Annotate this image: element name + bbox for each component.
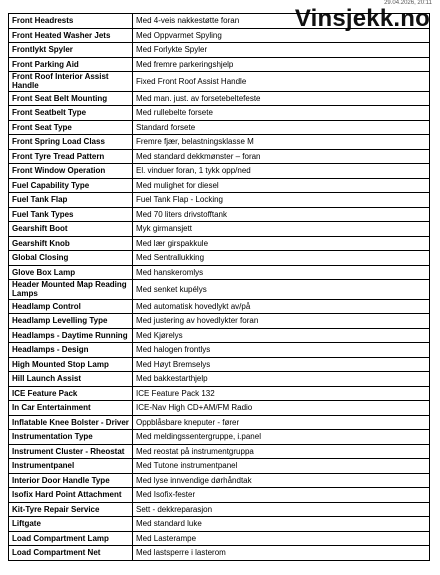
spec-name-cell: Fuel Tank Types	[9, 207, 133, 222]
spec-name-cell: Kit-Tyre Repair Service	[9, 502, 133, 517]
spec-name-cell: Instrumentpanel	[9, 459, 133, 474]
spec-name-cell: Instrument Cluster - Rheostat	[9, 444, 133, 459]
spec-value-cell: Med standard dekkmønster – foran	[133, 149, 430, 164]
spec-name-cell: Fuel Capability Type	[9, 178, 133, 193]
table-row	[9, 72, 430, 92]
spec-value-cell: Med Kjørelys	[133, 328, 430, 343]
spec-value-cell: Med 4-veis nakkestøtte foran	[133, 14, 430, 29]
table-row	[9, 28, 430, 43]
table-row	[9, 43, 430, 58]
spec-value-cell: Med halogen frontlys	[133, 343, 430, 358]
spec-value-cell: Med lyse innvendige dørhåndtak	[133, 473, 430, 488]
spec-value-cell: Fuel Tank Flap - Locking	[133, 193, 430, 208]
spec-name-cell: Gearshift Boot	[9, 222, 133, 237]
spec-name-cell: Front Window Operation	[9, 164, 133, 179]
spec-name-cell: Load Compartment Lamp	[9, 531, 133, 546]
table-row	[9, 236, 430, 251]
spec-name-cell: Headlamps - Daytime Running	[9, 328, 133, 343]
spec-value-cell: Med man. just. av forsetebeltefeste	[133, 91, 430, 106]
spec-name-cell: Isofix Hard Point Attachment	[9, 488, 133, 503]
spec-name-cell: Headlamps - Design	[9, 343, 133, 358]
spec-table-body	[9, 14, 430, 561]
spec-name-cell: Front Heated Washer Jets	[9, 28, 133, 43]
spec-name-cell: In Car Entertainment	[9, 401, 133, 416]
table-row	[9, 343, 430, 358]
table-row	[9, 193, 430, 208]
spec-value-cell: Med rullebelte forsete	[133, 106, 430, 121]
spec-name-cell: Interior Door Handle Type	[9, 473, 133, 488]
spec-name-cell: Front Roof Interior Assist Handle	[9, 72, 133, 92]
table-row	[9, 299, 430, 314]
spec-value-cell: Sett - dekkreparasjon	[133, 502, 430, 517]
spec-name-cell: Liftgate	[9, 517, 133, 532]
table-row	[9, 488, 430, 503]
table-row	[9, 14, 430, 29]
spec-name-cell: Inflatable Knee Bolster - Driver	[9, 415, 133, 430]
spec-name-cell: Front Seat Type	[9, 120, 133, 135]
spec-value-cell: Med senket kupélys	[133, 280, 430, 300]
spec-name-cell: Front Seat Belt Mounting	[9, 91, 133, 106]
spec-value-cell: Med bakkestarthjelp	[133, 372, 430, 387]
spec-value-cell: El. vinduer foran, 1 tykk opp/ned	[133, 164, 430, 179]
spec-value-cell: Med lær girspakkule	[133, 236, 430, 251]
table-row	[9, 357, 430, 372]
table-row	[9, 120, 430, 135]
table-row	[9, 401, 430, 416]
table-row	[9, 459, 430, 474]
spec-value-cell: Med automatisk hovedlykt av/på	[133, 299, 430, 314]
spec-name-cell: ICE Feature Pack	[9, 386, 133, 401]
spec-value-cell: Med lastsperre i lasterom	[133, 546, 430, 561]
table-row	[9, 502, 430, 517]
spec-name-cell: Headlamp Levelling Type	[9, 314, 133, 329]
table-row	[9, 265, 430, 280]
table-row	[9, 517, 430, 532]
table-row	[9, 314, 430, 329]
spec-name-cell: Frontlykt Spyler	[9, 43, 133, 58]
spec-name-cell: Gearshift Knob	[9, 236, 133, 251]
table-row	[9, 546, 430, 561]
spec-name-cell: Header Mounted Map Reading Lamps	[9, 280, 133, 300]
spec-value-cell: Med Lasterampe	[133, 531, 430, 546]
table-row	[9, 372, 430, 387]
spec-name-cell: Front Seatbelt Type	[9, 106, 133, 121]
table-row	[9, 328, 430, 343]
table-row	[9, 57, 430, 72]
spec-value-cell: Med Oppvarmet Spyling	[133, 28, 430, 43]
spec-value-cell: Med hanskeromlys	[133, 265, 430, 280]
table-row	[9, 106, 430, 121]
spec-name-cell: Headlamp Control	[9, 299, 133, 314]
spec-value-cell: Med 70 liters drivstofftank	[133, 207, 430, 222]
spec-name-cell: Front Parking Aid	[9, 57, 133, 72]
table-row	[9, 207, 430, 222]
print-timestamp: 29.04.2026, 20:11	[384, 0, 432, 6]
spec-name-cell: Front Tyre Tread Pattern	[9, 149, 133, 164]
spec-value-cell: ICE-Nav High CD+AM/FM Radio	[133, 401, 430, 416]
spec-name-cell: Load Compartment Net	[9, 546, 133, 561]
table-row	[9, 164, 430, 179]
table-row	[9, 135, 430, 150]
table-row	[9, 531, 430, 546]
brand-logo: Vinsjekk.no	[294, 5, 430, 32]
spec-value-cell: Med justering av hovedlykter foran	[133, 314, 430, 329]
spec-value-cell: Med reostat på instrumentgruppa	[133, 444, 430, 459]
spec-value-cell: Fixed Front Roof Assist Handle	[133, 72, 430, 92]
spec-value-cell: ICE Feature Pack 132	[133, 386, 430, 401]
spec-name-cell: Front Spring Load Class	[9, 135, 133, 150]
spec-value-cell: Med standard luke	[133, 517, 430, 532]
spec-value-cell: Oppblåsbare kneputer - fører	[133, 415, 430, 430]
table-row	[9, 251, 430, 266]
spec-value-cell: Med meldingssentergruppe, i.panel	[133, 430, 430, 445]
table-row	[9, 444, 430, 459]
spec-value-cell: Fremre fjær, belastningsklasse M	[133, 135, 430, 150]
spec-name-cell: Fuel Tank Flap	[9, 193, 133, 208]
spec-name-cell: Front Headrests	[9, 14, 133, 29]
spec-name-cell: Hill Launch Assist	[9, 372, 133, 387]
spec-value-cell: Myk girmansjett	[133, 222, 430, 237]
spec-table	[8, 13, 430, 561]
table-row	[9, 149, 430, 164]
spec-name-cell: Glove Box Lamp	[9, 265, 133, 280]
spec-value-cell: Med Tutone instrumentpanel	[133, 459, 430, 474]
spec-value-cell: Med mulighet for diesel	[133, 178, 430, 193]
table-row	[9, 473, 430, 488]
table-row	[9, 178, 430, 193]
table-row	[9, 415, 430, 430]
spec-name-cell: Instrumentation Type	[9, 430, 133, 445]
spec-value-cell: Med Sentrallukking	[133, 251, 430, 266]
table-row	[9, 386, 430, 401]
table-row	[9, 91, 430, 106]
table-row	[9, 280, 430, 300]
spec-value-cell: Med fremre parkeringshjelp	[133, 57, 430, 72]
spec-name-cell: High Mounted Stop Lamp	[9, 357, 133, 372]
spec-value-cell: Med Høyt Bremselys	[133, 357, 430, 372]
spec-name-cell: Global Closing	[9, 251, 133, 266]
table-row	[9, 430, 430, 445]
table-row	[9, 222, 430, 237]
spec-value-cell: Med Isofix-fester	[133, 488, 430, 503]
spec-value-cell: Med Forlykte Spyler	[133, 43, 430, 58]
spec-value-cell: Standard forsete	[133, 120, 430, 135]
